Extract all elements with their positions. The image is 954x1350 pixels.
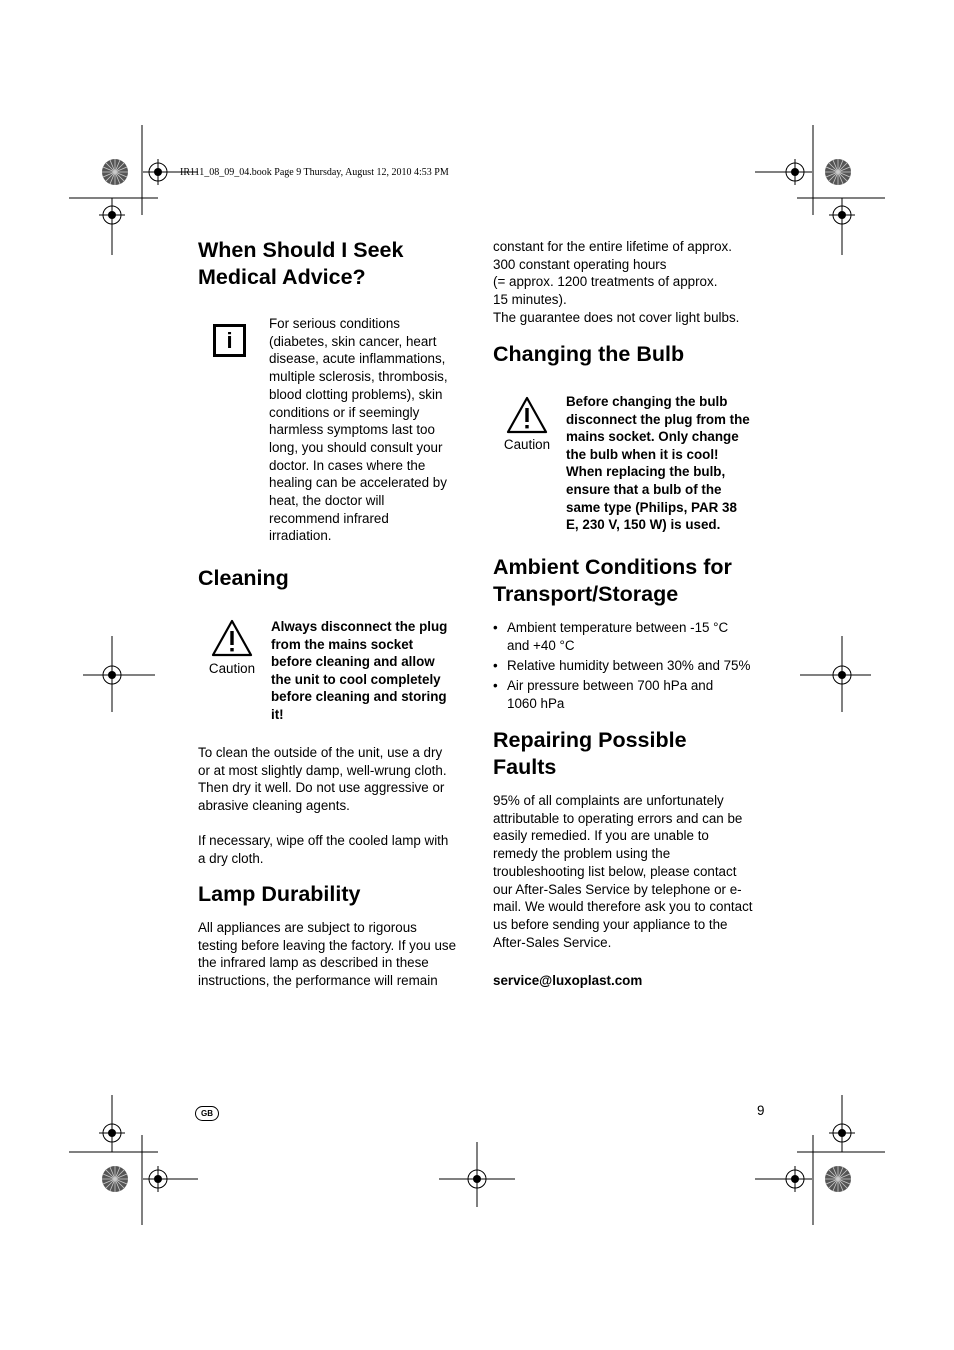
list-item (493, 677, 773, 712)
repairing-faults-heading (493, 727, 773, 781)
text-line: For serious conditions (269, 316, 400, 331)
text-line: 300 constant operating hours (493, 256, 667, 272)
language-badge: GB (195, 1106, 219, 1121)
medical-advice-heading-line2: Medical Advice? (198, 265, 366, 289)
text-line: the infrared lamp as described in these (198, 955, 429, 971)
text-line: the bulb when it is cool! (566, 446, 719, 462)
text-line: All appliances are subject to rigorous (198, 920, 417, 935)
text-line: before cleaning and allow (271, 654, 435, 670)
text-line: • Ambient temperature between -15 °C (507, 620, 729, 635)
ambient-conditions-list (493, 619, 773, 715)
text-line: 1060 hPa (507, 695, 565, 711)
warning-triangle-icon (211, 619, 253, 657)
text-line: irradiation. (269, 528, 332, 544)
repairing-faults-heading-line2: Faults (493, 755, 557, 779)
text-line: same type (Philips, PAR 38 (566, 499, 737, 515)
text-line: The guarantee does not cover light bulbs. (493, 309, 740, 325)
text-line: Always disconnect the plug (271, 619, 448, 634)
text-line: easily remedied. If you are unable to (493, 828, 709, 844)
text-line: a dry cloth. (198, 850, 264, 866)
medical-advice-heading (198, 237, 468, 291)
warning-triangle-icon (506, 396, 548, 434)
text-line: remedy the problem using the (493, 846, 671, 862)
text-line: blood clotting problems), skin (269, 386, 443, 402)
text-line: Then dry it well. Do not use aggressive or (198, 780, 445, 796)
text-line: and +40 °C (507, 637, 575, 653)
text-line: E, 230 V, 150 W) is used. (566, 517, 721, 533)
text-line: When replacing the bulb, (566, 464, 726, 480)
text-line: from the mains socket (271, 636, 414, 652)
text-line: or at most slightly damp, well-wrung cloth. (198, 762, 447, 778)
text-line: • Air pressure between 700 hPa and (507, 678, 714, 694)
text-line: If necessary, wipe off the cooled lamp with (198, 833, 449, 848)
text-line: (= approx. 1200 treatments of approx. (493, 274, 718, 290)
lamp-durability-paragraph (198, 919, 473, 990)
text-line: • Relative humidity between 30% and 75% (507, 657, 751, 673)
text-line: troubleshooting list below, please contact (493, 863, 737, 879)
caution-label: Caution (503, 437, 551, 452)
repairing-faults-heading-line1: Repairing Possible (493, 728, 687, 752)
list-item (493, 657, 773, 675)
medical-advice-paragraph (269, 315, 469, 545)
text-line: recommend infrared (269, 510, 389, 526)
text-line: conditions or if seemingly (269, 404, 420, 420)
service-email-link[interactable]: service@luxoplast.com (493, 973, 643, 988)
text-line: it! (271, 706, 284, 722)
ambient-conditions-heading-line2: Transport/Storage (493, 582, 679, 606)
text-line: After-Sales Service. (493, 934, 612, 950)
text-line: the unit to cool completely (271, 671, 441, 687)
text-line: disconnect the plug from the (566, 411, 750, 427)
text-line: us before sending your appliance to the (493, 916, 728, 932)
text-line: mail. We would therefore ask you to contact (493, 899, 753, 915)
medical-advice-heading-line1: When Should I Seek (198, 238, 404, 262)
text-line: 15 minutes). (493, 292, 567, 308)
text-line: doctor. In cases where the (269, 457, 426, 473)
text-line: our After-Sales Service by telephone or e- (493, 881, 742, 897)
text-line: (diabetes, skin cancer, heart (269, 333, 437, 349)
repairing-faults-paragraph (493, 792, 768, 951)
info-icon: i (213, 324, 246, 357)
text-line: attributable to operating errors and can be (493, 810, 743, 826)
text-line: mains socket. Only change (566, 429, 739, 445)
text-line: ensure that a bulb of the (566, 481, 722, 497)
caution-label: Caution (208, 661, 256, 676)
text-line: To clean the outside of the unit, use a dry (198, 745, 443, 760)
cleaning-heading: Cleaning (198, 566, 289, 590)
text-line: instructions, the performance will remain (198, 973, 438, 989)
text-line: healing can be accelerated by (269, 475, 447, 491)
file-header: IR111_08_09_04.book Page 9 Thursday, August 12, 2010 4:53 PM (180, 167, 449, 178)
cleaning-paragraph-2 (198, 832, 473, 867)
changing-bulb-warning (566, 393, 766, 534)
page-number: 9 (757, 1103, 765, 1118)
cleaning-paragraph-1 (198, 744, 473, 815)
lamp-durability-continued (493, 238, 768, 327)
ambient-conditions-heading (493, 554, 773, 608)
text-line: disease, acute inflammations, (269, 351, 446, 367)
text-line: heat, the doctor will (269, 493, 385, 509)
text-line: testing before leaving the factory. If you use (198, 937, 457, 953)
text-line: 95% of all complaints are unfortunately (493, 793, 724, 808)
text-line: multiple sclerosis, thrombosis, (269, 369, 448, 385)
text-line: abrasive cleaning agents. (198, 798, 350, 814)
ambient-conditions-heading-line1: Ambient Conditions for (493, 555, 732, 579)
text-line: harmless symptoms last too (269, 422, 435, 438)
text-line: Before changing the bulb (566, 394, 728, 409)
lamp-durability-heading: Lamp Durability (198, 882, 361, 906)
list-item (493, 619, 773, 654)
text-line: constant for the entire lifetime of approx. (493, 239, 732, 254)
changing-bulb-heading: Changing the Bulb (493, 342, 685, 366)
text-line: long, you should consult your (269, 439, 443, 455)
text-line: before cleaning and storing (271, 689, 447, 705)
cleaning-warning (271, 618, 471, 724)
